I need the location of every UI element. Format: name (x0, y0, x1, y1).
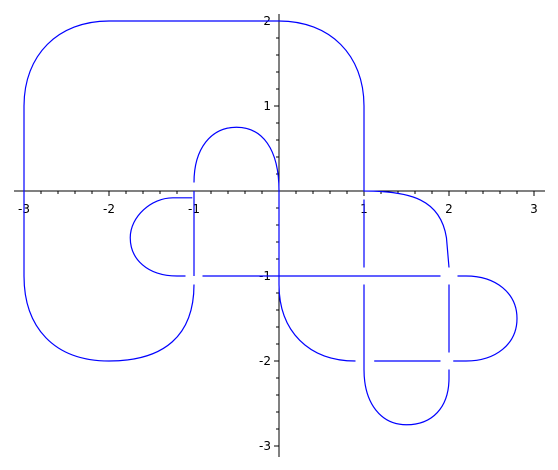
x-tick-label: -2 (103, 202, 115, 216)
y-tick-label: 2 (263, 14, 271, 28)
curve-segment-left-lobe (130, 198, 192, 276)
curve-segment-top-bump (194, 127, 279, 191)
y-tick-label: -3 (259, 439, 271, 453)
y-tick-label: -1 (259, 269, 271, 283)
y-tick-label: -2 (259, 354, 271, 368)
curve-segment-bottom-lobe (364, 285, 449, 425)
x-tick-label: -3 (18, 202, 30, 216)
x-tick-label: -1 (188, 202, 200, 216)
x-tick-label: 1 (360, 202, 368, 216)
curve-segment-right-lobe (453, 276, 517, 361)
x-tick-label: 2 (445, 202, 453, 216)
tick-labels (18, 14, 538, 453)
x-tick-label: 3 (530, 202, 538, 216)
y-tick-label: 1 (263, 99, 271, 113)
